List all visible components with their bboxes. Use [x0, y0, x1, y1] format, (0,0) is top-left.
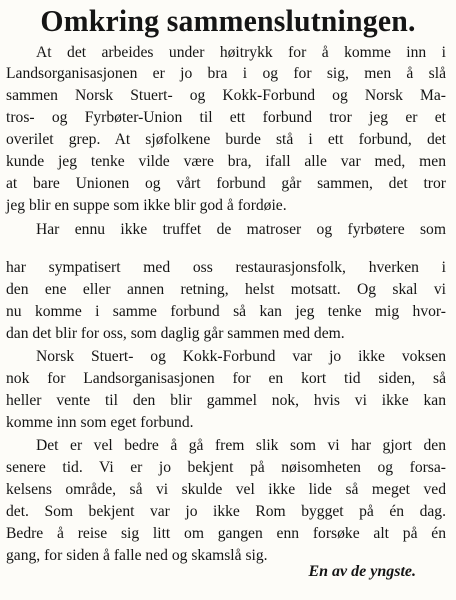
paragraph-1-line-4: tros- og Fyrbøter-Union til ett forbund tror jeg er et [6, 109, 446, 126]
paragraph-4-line-4: det. Som bekjent var jo ikke Rom bygget på én dag. [6, 503, 446, 520]
paragraph-2-line-1: Har ennu ikke truffet de matroser og fyrbøtere som [36, 221, 446, 238]
paragraph-3-line-3: heller vente til den blir gammel nok, hvis vi ikke kan [6, 392, 446, 409]
paragraph-2-line-5: dan det blir for oss, som daglig går sammen med dem. [6, 325, 345, 342]
paragraph-3-line-4: komme inn som eget forbund. [6, 414, 194, 431]
paragraph-1-line-3: sammen Norsk Stuert- og Kokk-Forbund og Norsk Ma- [6, 87, 446, 104]
paragraph-3-line-2: nok for Landsorganisasjonen for en kort tid siden, så [6, 370, 446, 387]
paragraph-2-line-2: har sympatisert med oss restaurasjonsfolk, hverken i [6, 259, 446, 276]
paragraph-3-line-1: Norsk Stuert- og Kokk-Forbund var jo ikke voksen [36, 348, 446, 365]
paragraph-2-line-4: nu komme i samme forbund så kan jeg tenke mig hvor- [6, 303, 446, 320]
paragraph-4-line-1: Det er vel bedre å gå frem slik som vi har gjort den [36, 437, 446, 454]
paragraph-1-line-2: Landsorganisasjonen er jo bra i og for sig, men å slå [6, 65, 446, 82]
paragraph-1-line-7: at bare Unionen og vårt forbund går sammen, det tror [6, 175, 446, 192]
article-headline: Omkring sammenslutningen. [40, 3, 416, 38]
paragraph-4-line-6: gang, for siden å falle ned og skamslå sig. [6, 547, 268, 564]
paragraph-4-line-2: senere tid. Vi er jo bekjent på nøisomheten og forsa- [6, 459, 446, 476]
article-signature: En av de yngste. [308, 563, 416, 580]
paragraph-1-line-6: kunde jeg tenke vilde være bra, ifall alle var med, men [6, 153, 446, 170]
paragraph-4-line-5: Bedre å reise sig litt om gangen enn forsøke alt på én [6, 525, 446, 542]
paragraph-1-line-1: At det arbeides under høitrykk for å komme inn i [36, 44, 446, 61]
paragraph-1-line-5: overilet grep. At sjøfolkene burde stå i ett forbund, det [6, 131, 446, 148]
paragraph-4-line-3: kelsens område, så vi skulde vel ikke lide så meget ved [6, 481, 446, 498]
paragraph-1-line-8: jeg blir en suppe som ikke blir god å fordøie. [6, 197, 287, 214]
paragraph-2-line-3: den ene eller annen retning, helst motsatt. Og skal vi [6, 281, 446, 298]
